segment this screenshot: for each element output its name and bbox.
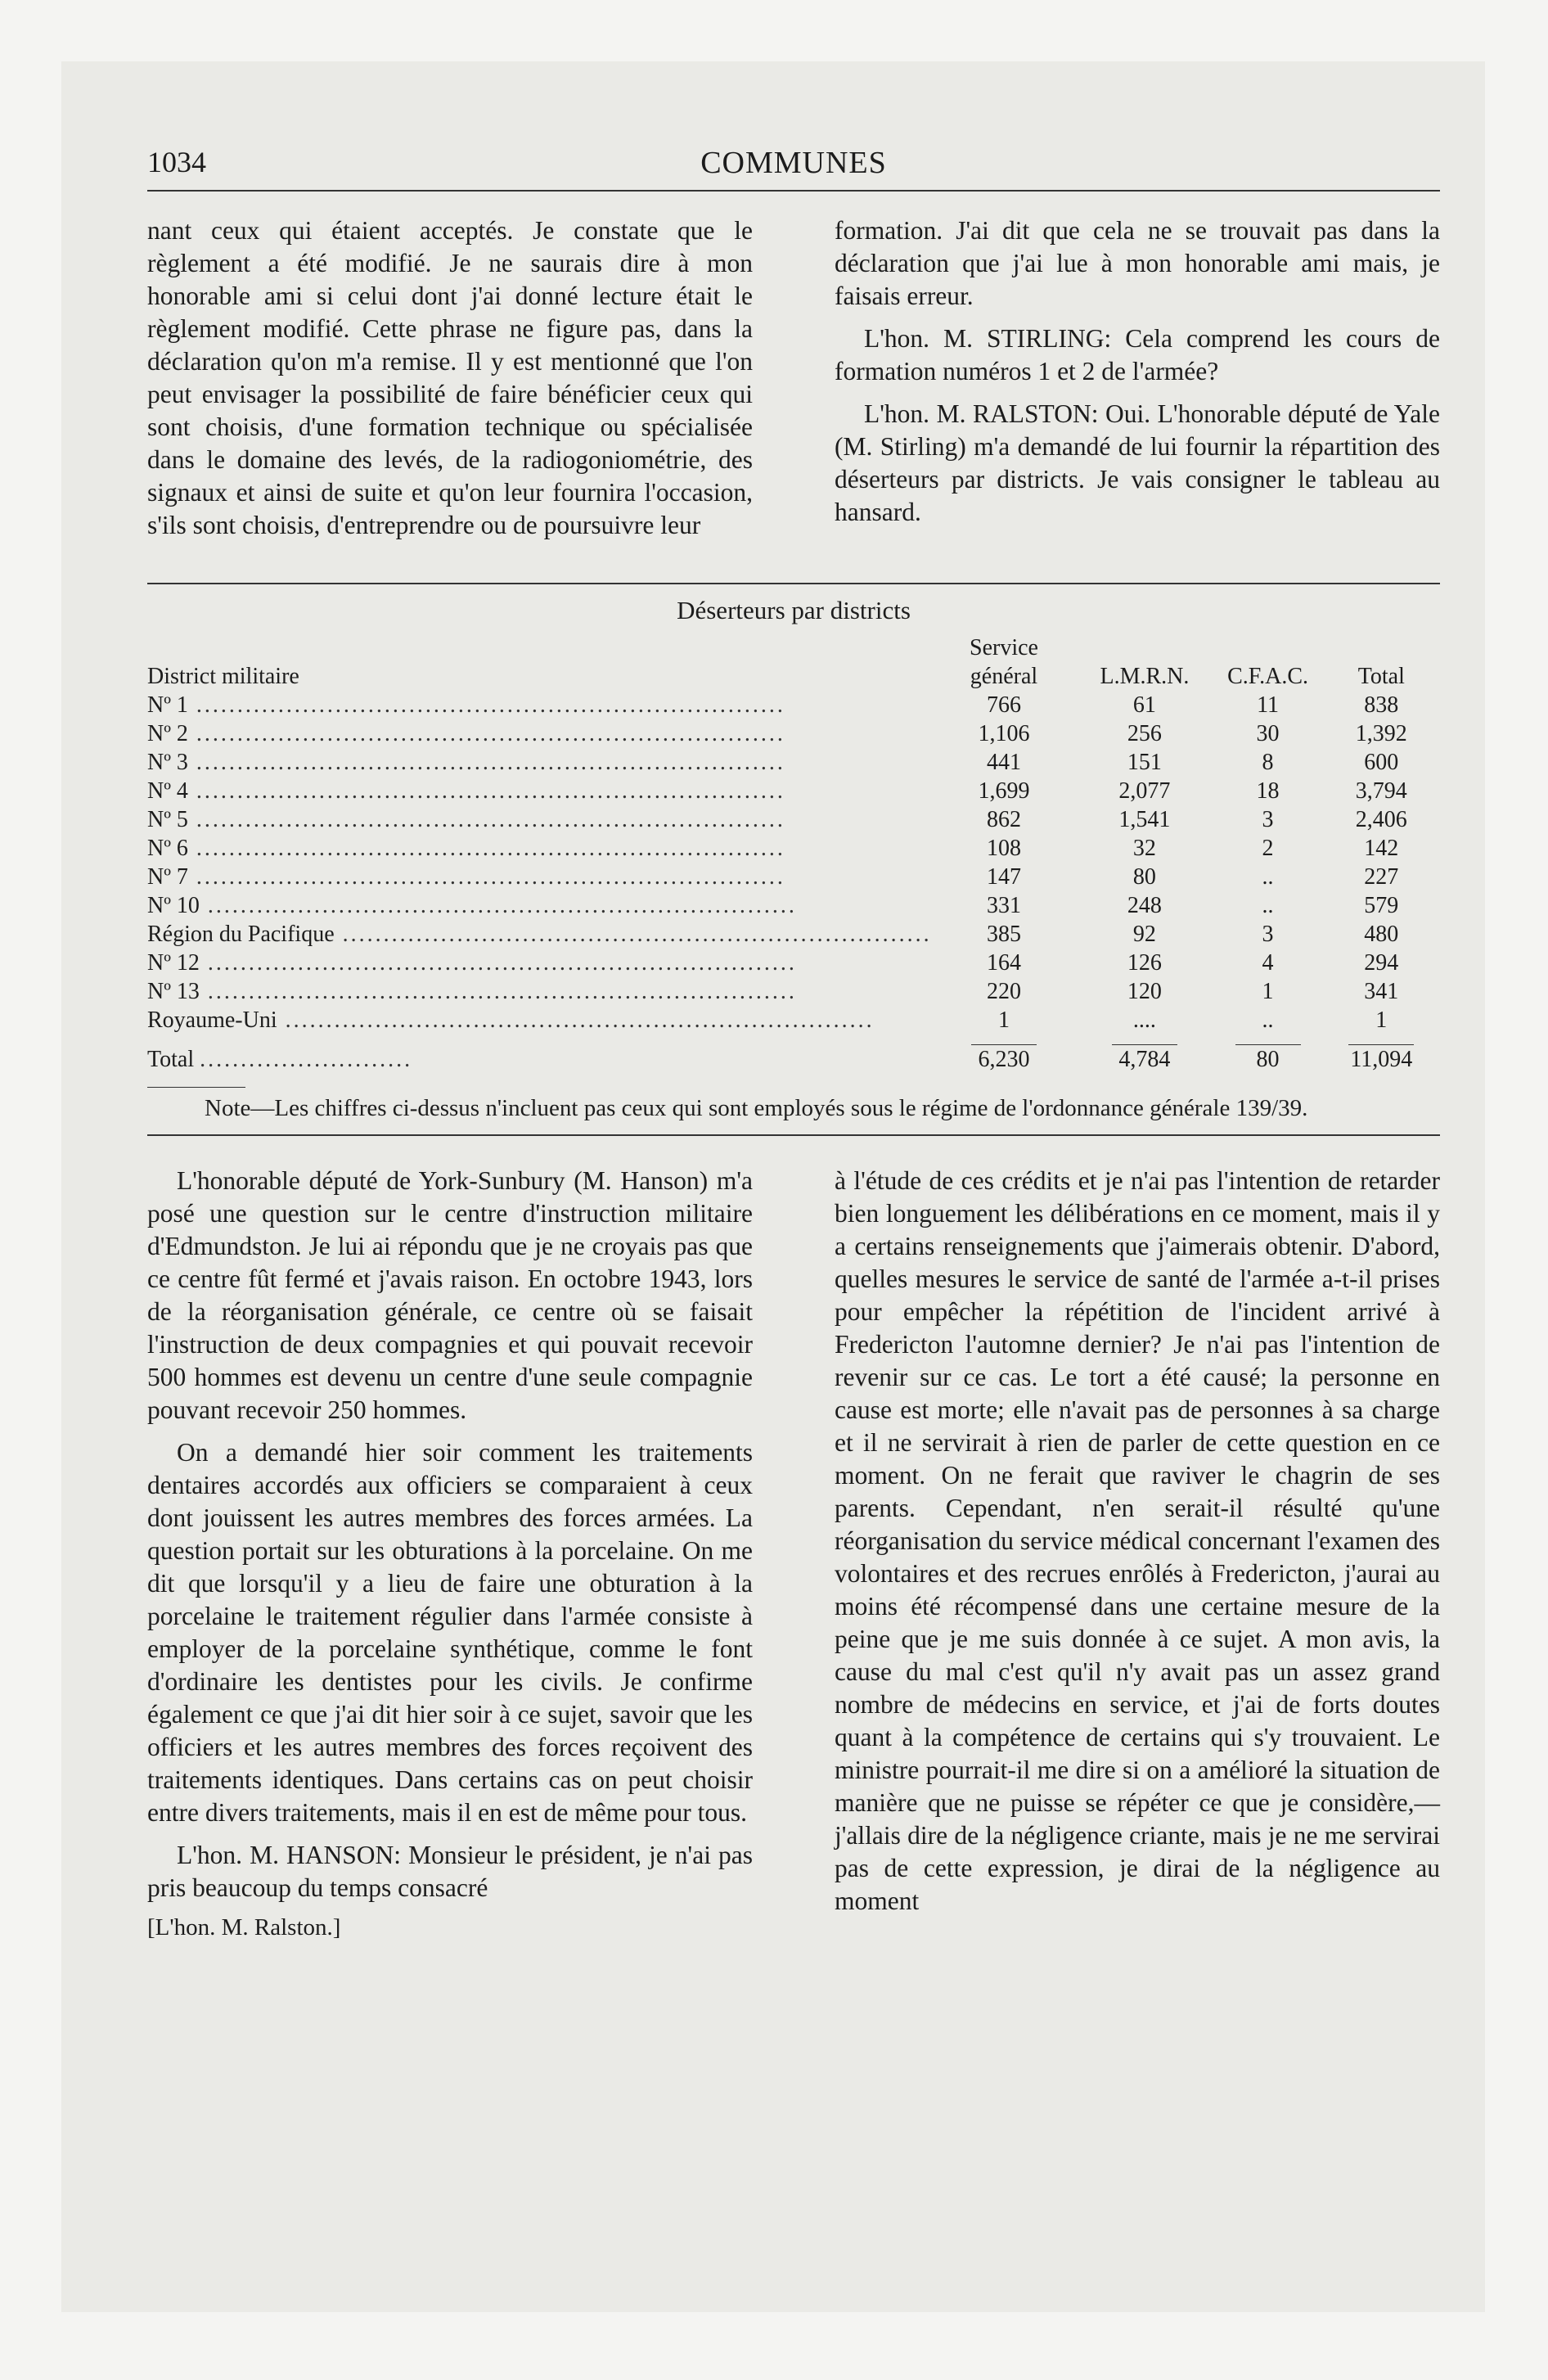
paragraph: L'hon. M. STIRLING: Cela comprend les cours de formation numéros 1 et 2 de l'armée? (835, 324, 1440, 385)
service-cell: 147 (986, 864, 1021, 890)
table-header-row (147, 633, 1440, 691)
footer-note: [L'hon. M. Ralston.] (147, 1914, 341, 1941)
total-cell: 838 (1364, 692, 1399, 718)
paragraph: L'hon. M. HANSON: Monsieur le président, je n'ai pas pris beaucoup du temps consacré (147, 1841, 753, 1902)
lmrn-cell: 2,077 (1118, 778, 1171, 804)
table-note: Note—Les chiffres ci-dessus n'incluent pas ceux qui sont employés sous le régime de l'ordonnance générale 139/39. (205, 1095, 1308, 1121)
district-cell: Nº 4 ........................................................................ (147, 778, 785, 804)
table-title: Déserteurs par districts (677, 596, 911, 624)
header-service-top: Service (970, 635, 1038, 660)
cfac-cell: 18 (1256, 778, 1280, 804)
page-sheet (61, 61, 1485, 2312)
lmrn-cell: 151 (1127, 750, 1162, 775)
total-cell: 579 (1364, 893, 1399, 918)
running-title: COMMUNES (700, 146, 887, 180)
lmrn-cell: 248 (1127, 893, 1162, 918)
district-cell: Nº 3 ........................................................................ (147, 750, 785, 775)
total-label: Total .......................... (147, 1047, 413, 1072)
table-body (147, 691, 1440, 1034)
table-row (147, 977, 1440, 1006)
total-service: 6,230 (978, 1047, 1030, 1072)
header-service-bottom: général (970, 664, 1038, 689)
running-head (147, 145, 1440, 194)
lmrn-cell: .... (1132, 1007, 1156, 1033)
service-cell: 441 (986, 750, 1021, 775)
lmrn-cell: 126 (1127, 950, 1162, 976)
table-row (147, 748, 1440, 777)
service-cell: 862 (986, 807, 1021, 832)
page-content (147, 145, 1440, 1941)
paragraph: nant ceux qui étaient acceptés. Je constate que le règlement a été modifié. Je ne saurais dire à mon honorable ami si celui dont j'ai donné lecture était le règlement modifié. Cette phrase ne figure pas, dans la déclaration qu'on m'a remise. Il y est mentionné que l'on peut envisager la possibilité de faire bénéficier ceux qui sont choisis, d'une formation technique ou spécialisée dans le domaine des levés, de la radiogoniométrie, des signaux et ainsi de suite et qu'on leur fournira l'occasion, s'ils sont choisis, d'entreprendre ou de poursuivre leur (147, 216, 753, 539)
service-cell: 385 (986, 922, 1021, 947)
lmrn-cell: 80 (1132, 864, 1156, 890)
service-cell: 331 (986, 893, 1021, 918)
total-cell: 294 (1364, 950, 1399, 976)
bottom-left-column (147, 1165, 753, 1941)
service-cell: 164 (986, 950, 1021, 976)
cfac-cell: 4 (1262, 950, 1274, 976)
service-cell: 220 (986, 979, 1021, 1004)
section-rule (147, 1134, 1440, 1136)
district-cell: Nº 6 ........................................................................ (147, 836, 785, 861)
bottom-right-column (835, 1165, 1440, 1941)
paragraph: formation. J'ai dit que cela ne se trouvait pas dans la déclaration que j'ai lue à mon honorable ami mais, je faisais erreur. (835, 216, 1440, 310)
cfac-cell: 11 (1257, 692, 1280, 718)
note-rule (147, 1087, 245, 1088)
district-cell: Nº 1 ........................................................................ (147, 692, 785, 718)
cfac-cell: 2 (1262, 836, 1274, 861)
service-cell: 1,699 (978, 778, 1030, 804)
top-right-column (835, 214, 1440, 583)
cfac-cell: 3 (1262, 807, 1274, 832)
district-cell: Nº 5 ........................................................................ (147, 807, 785, 832)
district-cell: Région du Pacifique ........................................................................ (147, 922, 932, 947)
cfac-cell: 30 (1256, 721, 1280, 746)
cfac-cell: .. (1262, 864, 1274, 890)
deserters-table (147, 633, 1440, 1074)
district-cell: Nº 2 ........................................................................ (147, 721, 785, 746)
header-lmrn: L.M.R.N. (1100, 664, 1190, 689)
table-row (147, 777, 1440, 805)
paragraph: L'honorable député de York-Sunbury (M. Hanson) m'a posé une question sur le centre d'instruction militaire d'Edmundston. Je lui ai répondu que je ne croyais pas que ce centre fût fermé et j'avais raison. En octobre 1943, lors de la réorganisation générale, ce centre où se faisait l'instruction de deux compagnies et qui pouvait recevoir 500 hommes est devenu un centre d'une seule compagnie pouvant recevoir 250 hommes. (147, 1166, 753, 1424)
table-row (147, 691, 1440, 719)
cfac-cell: 3 (1262, 922, 1274, 947)
header-service (932, 633, 1077, 691)
header-total: Total (1357, 664, 1405, 689)
district-cell: Nº 10 ........................................................................ (147, 893, 797, 918)
total-cell: 1 (1375, 1007, 1388, 1033)
service-cell: 1,106 (978, 721, 1030, 746)
table-row (147, 949, 1440, 977)
district-cell: Nº 7 ........................................................................ (147, 864, 785, 890)
cfac-cell: 1 (1262, 979, 1274, 1004)
lmrn-cell: 32 (1132, 836, 1156, 861)
cfac-cell: 8 (1262, 750, 1274, 775)
total-cell: 227 (1364, 864, 1399, 890)
cfac-cell: .. (1262, 1007, 1274, 1033)
district-cell: Nº 13 ........................................................................ (147, 979, 797, 1004)
district-cell: Royaume-Uni ........................................................................ (147, 1007, 875, 1033)
table-row (147, 863, 1440, 891)
total-cell: 341 (1364, 979, 1399, 1004)
top-left-column (147, 214, 753, 583)
total-total: 11,094 (1350, 1047, 1413, 1072)
paragraph: à l'étude de ces crédits et je n'ai pas l'intention de retarder bien longuement les délibérations en ce moment, mais il y a certains renseignements que j'aimerais obtenir. D'abord, quelles mesures le service de santé de l'armée a-t-il prises pour empêcher la répétition de l'incident arrivé à Fredericton l'automne dernier? Je n'ai pas l'intention de revenir sur ce cas. Le tort a été causé; la personne en cause est morte; elle n'avait pas de personnes à sa charge et il ne servirait à rien de parler de cette question en ce moment. On ne ferait que raviver le chagrin de ses parents. Cependant, n'en serait-il résulté qu'une réorganisation du service médical concernant l'examen des volontaires et des recrues enrôlés à Fredericton, j'aurai au moins été récompensé dans une certaine mesure de la peine que je me suis donnée à ce sujet. A mon avis, la cause du mal c'est qu'il n'y avait pas un assez grand nombre de médecins en service, et j'ai de forts doutes quant à la compétence de certains qui s'y trouvaient. Le ministre pourrait-il me dire si on a amélioré la situation de manière que ne puisse se répéter ce que je considère,—j'allais dire de la négligence criante, mais je ne me servirai pas de cette expression, je dirai de la négligence au moment (835, 1166, 1440, 1915)
total-cell: 142 (1364, 836, 1399, 861)
paragraph: On a demandé hier soir comment les traitements dentaires accordés aux officiers se comparaient à ceux dont jouissent les autres membres des forces armées. La question portait sur les obturations à la porcelaine. On me dit que lorsqu'il y a lieu de faire une obturation à la porcelaine le traitement régulier dans l'armée consiste à employer de la porcelaine synthétique, comme le font d'ordinaire les dentistes pour les civils. Je confirme également ce que j'ai dit hier soir à ce sujet, savoir que les officiers et les autres membres des forces reçoivent des traitements identiques. Dans certains cas on peut choisir entre divers traitements, mais il en est de même pour tous. (147, 1438, 753, 1827)
lmrn-cell: 61 (1132, 692, 1156, 718)
sum-rule-row (147, 1034, 1440, 1045)
page-number: 1034 (147, 146, 206, 178)
lmrn-cell: 120 (1127, 979, 1162, 1004)
table-total-row (147, 1045, 1440, 1074)
total-cell: 2,406 (1355, 807, 1407, 832)
total-lmrn: 4,784 (1118, 1047, 1171, 1072)
total-cell: 600 (1364, 750, 1399, 775)
service-cell: 1 (997, 1007, 1010, 1033)
bottom-columns (147, 1165, 1440, 1941)
table-row (147, 891, 1440, 920)
lmrn-cell: 256 (1127, 721, 1162, 746)
paragraph: L'hon. M. RALSTON: Oui. L'honorable député de Yale (M. Stirling) m'a demandé de lui fournir la répartition des déserteurs par districts. Je vais consigner le tableau au hansard. (835, 399, 1440, 526)
top-columns (147, 214, 1440, 583)
section-rule (147, 583, 1440, 584)
header-district: District militaire (147, 664, 299, 689)
service-cell: 766 (986, 692, 1021, 718)
table-row (147, 719, 1440, 748)
service-cell: 108 (986, 836, 1021, 861)
cfac-cell: .. (1262, 893, 1274, 918)
total-cell: 1,392 (1355, 721, 1407, 746)
lmrn-cell: 1,541 (1118, 807, 1171, 832)
district-cell: Nº 12 ........................................................................ (147, 950, 797, 976)
table-row (147, 920, 1440, 949)
table-row (147, 805, 1440, 834)
header-rule (147, 190, 1440, 192)
header-cfac: C.F.A.C. (1227, 664, 1308, 689)
table-row (147, 834, 1440, 863)
lmrn-cell: 92 (1132, 922, 1156, 947)
total-cfac: 80 (1256, 1047, 1280, 1072)
table-row (147, 1006, 1440, 1034)
total-cell: 3,794 (1355, 778, 1407, 804)
total-cell: 480 (1364, 922, 1399, 947)
